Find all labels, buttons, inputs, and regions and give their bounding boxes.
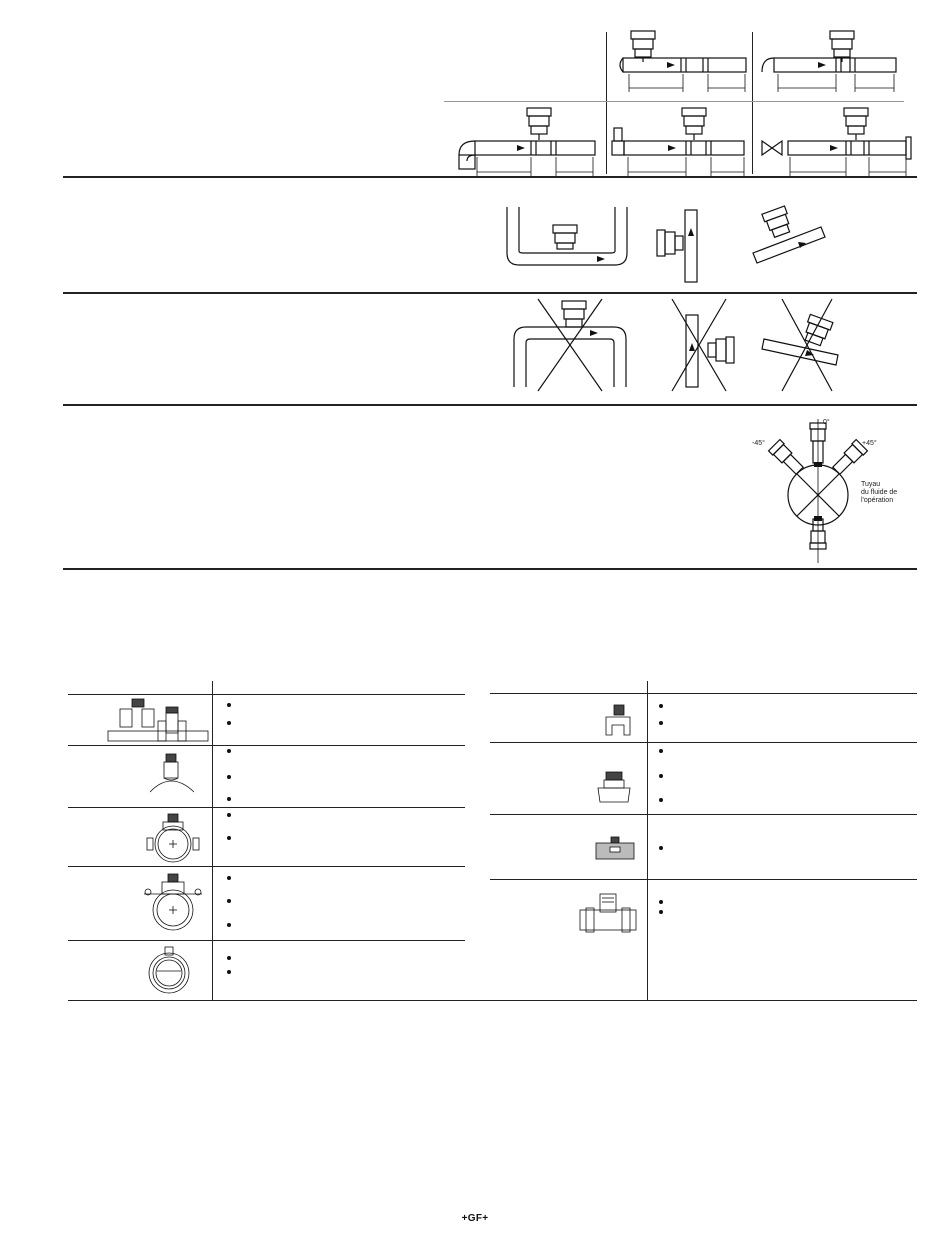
fitting-tee-icon (106, 697, 211, 743)
bullets-right (658, 702, 668, 922)
brand-logo: +GF+ (461, 1213, 489, 1224)
angle-zero-label: 0° (823, 419, 830, 426)
fitting-bolted-saddle-icon (140, 872, 205, 934)
pipe-label-line3: l'opération (861, 497, 894, 504)
fitting-clamp-saddle-icon (145, 812, 200, 864)
bullets-left (226, 700, 236, 980)
angle-plus-label: +45° (862, 440, 877, 447)
fitting-block-icon (592, 835, 637, 861)
fitting-saddle-icon (148, 752, 198, 798)
pipe-label-line1: Tuyau (861, 481, 881, 488)
fitting-union-icon (594, 770, 634, 806)
pipe-label-line2: du fluide de (861, 489, 898, 496)
fitting-weld-saddle-icon (145, 945, 195, 997)
angle-minus-label: -45° (752, 440, 765, 447)
fitting-socket-icon (600, 703, 636, 739)
fitting-inline-tee-icon (578, 892, 638, 936)
